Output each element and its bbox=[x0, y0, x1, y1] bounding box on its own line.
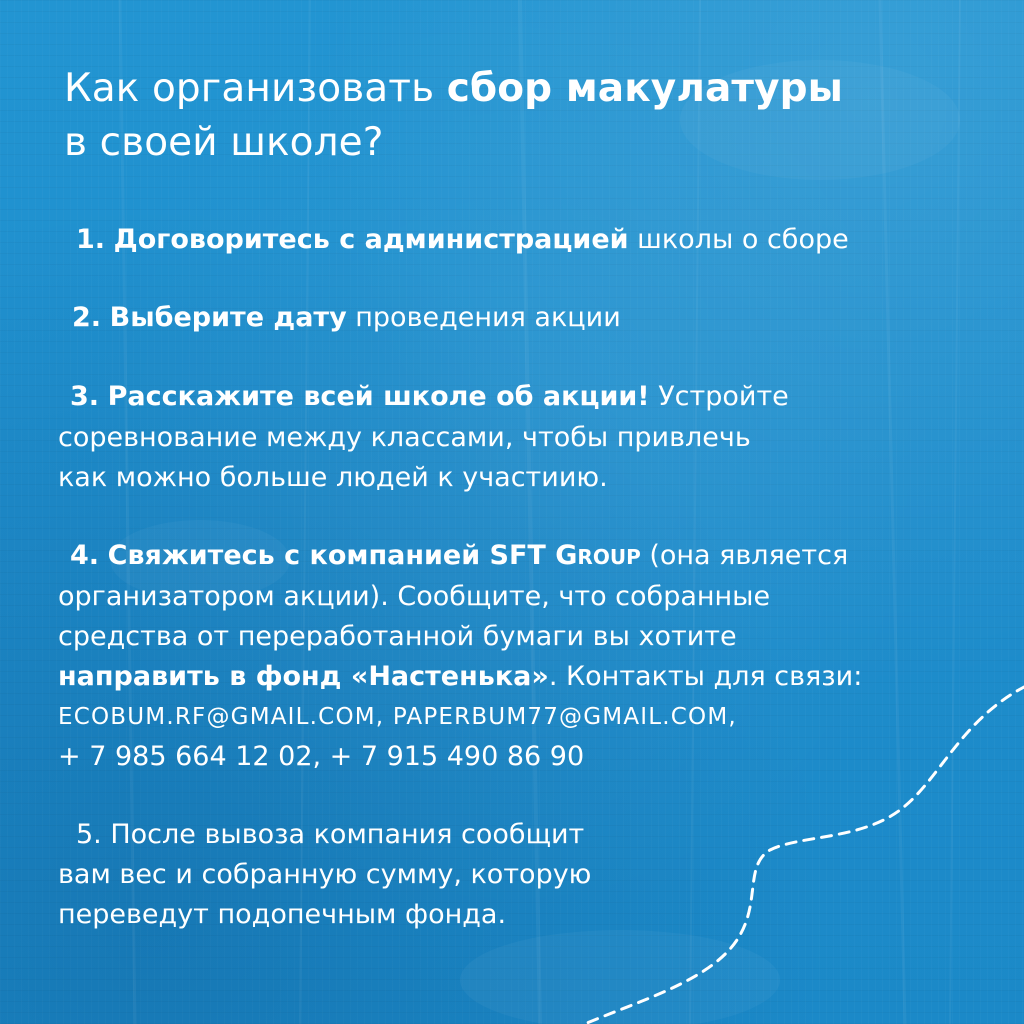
title-line-2: в своей школе? bbox=[64, 120, 384, 165]
step-4-line-3: средства от переработанной бумаги вы хотите bbox=[58, 621, 737, 652]
step-4-phones: + 7 985 664 12 02, + 7 915 490 86 90 bbox=[58, 741, 585, 772]
step-2-bold: Выберите дату bbox=[109, 302, 347, 333]
title-bold: сбор макулатуры bbox=[446, 66, 844, 111]
step-3-rest: Устройте bbox=[649, 381, 789, 412]
step-5-line-3: переведут подопечным фонда. bbox=[58, 899, 507, 930]
step-4-line-1 bbox=[70, 542, 848, 569]
step-5-line-2: вам вес и собранную сумму, которую bbox=[58, 859, 592, 890]
step-4-line-4 bbox=[58, 663, 862, 690]
step-3-bold: Расскажите всей школе об акции! bbox=[107, 381, 650, 412]
step-4-line-2: организатором акции). Сообщите, что собранные bbox=[58, 581, 771, 612]
step-1-rest: школы о сборе bbox=[628, 224, 849, 255]
step-3-line-1 bbox=[70, 383, 789, 410]
step-2 bbox=[72, 304, 621, 331]
step-3-line-2: соревнование между классами, чтобы привлечь bbox=[58, 422, 751, 453]
step-4-contacts-label: . Контакты для связи: bbox=[548, 661, 863, 692]
step-3-number: 3. bbox=[70, 381, 100, 412]
step-4-bold: Свяжитесь с компанией SFT bbox=[107, 540, 556, 571]
step-2-number: 2. bbox=[72, 302, 102, 333]
title-line-1 bbox=[64, 66, 844, 111]
step-2-rest: проведения акции bbox=[346, 302, 621, 333]
step-1-bold: Договоритесь с администрацией bbox=[113, 224, 629, 255]
step-4-rest: (она является bbox=[640, 540, 849, 571]
step-5-line-1 bbox=[76, 821, 584, 848]
step-5-number: 5. bbox=[76, 819, 102, 850]
step-5-text: После вывоза компания сообщит bbox=[101, 819, 585, 850]
step-4-number: 4. bbox=[70, 540, 100, 571]
step-4-fund-bold: направить в фонд «Настенька» bbox=[58, 661, 549, 692]
step-1-number: 1. bbox=[76, 224, 106, 255]
step-4-brand-rest: ROUP bbox=[577, 545, 641, 569]
step-4-emails: ECOBUM.RF@GMAIL.COM, PAPERBUM77@GMAIL.COM, bbox=[58, 704, 737, 730]
step-4-brand-initial: G bbox=[555, 540, 578, 571]
step-3-line-3: как можно больше людей к участиию. bbox=[58, 462, 608, 493]
title-regular: Как организовать bbox=[64, 66, 447, 111]
step-1 bbox=[76, 226, 849, 253]
